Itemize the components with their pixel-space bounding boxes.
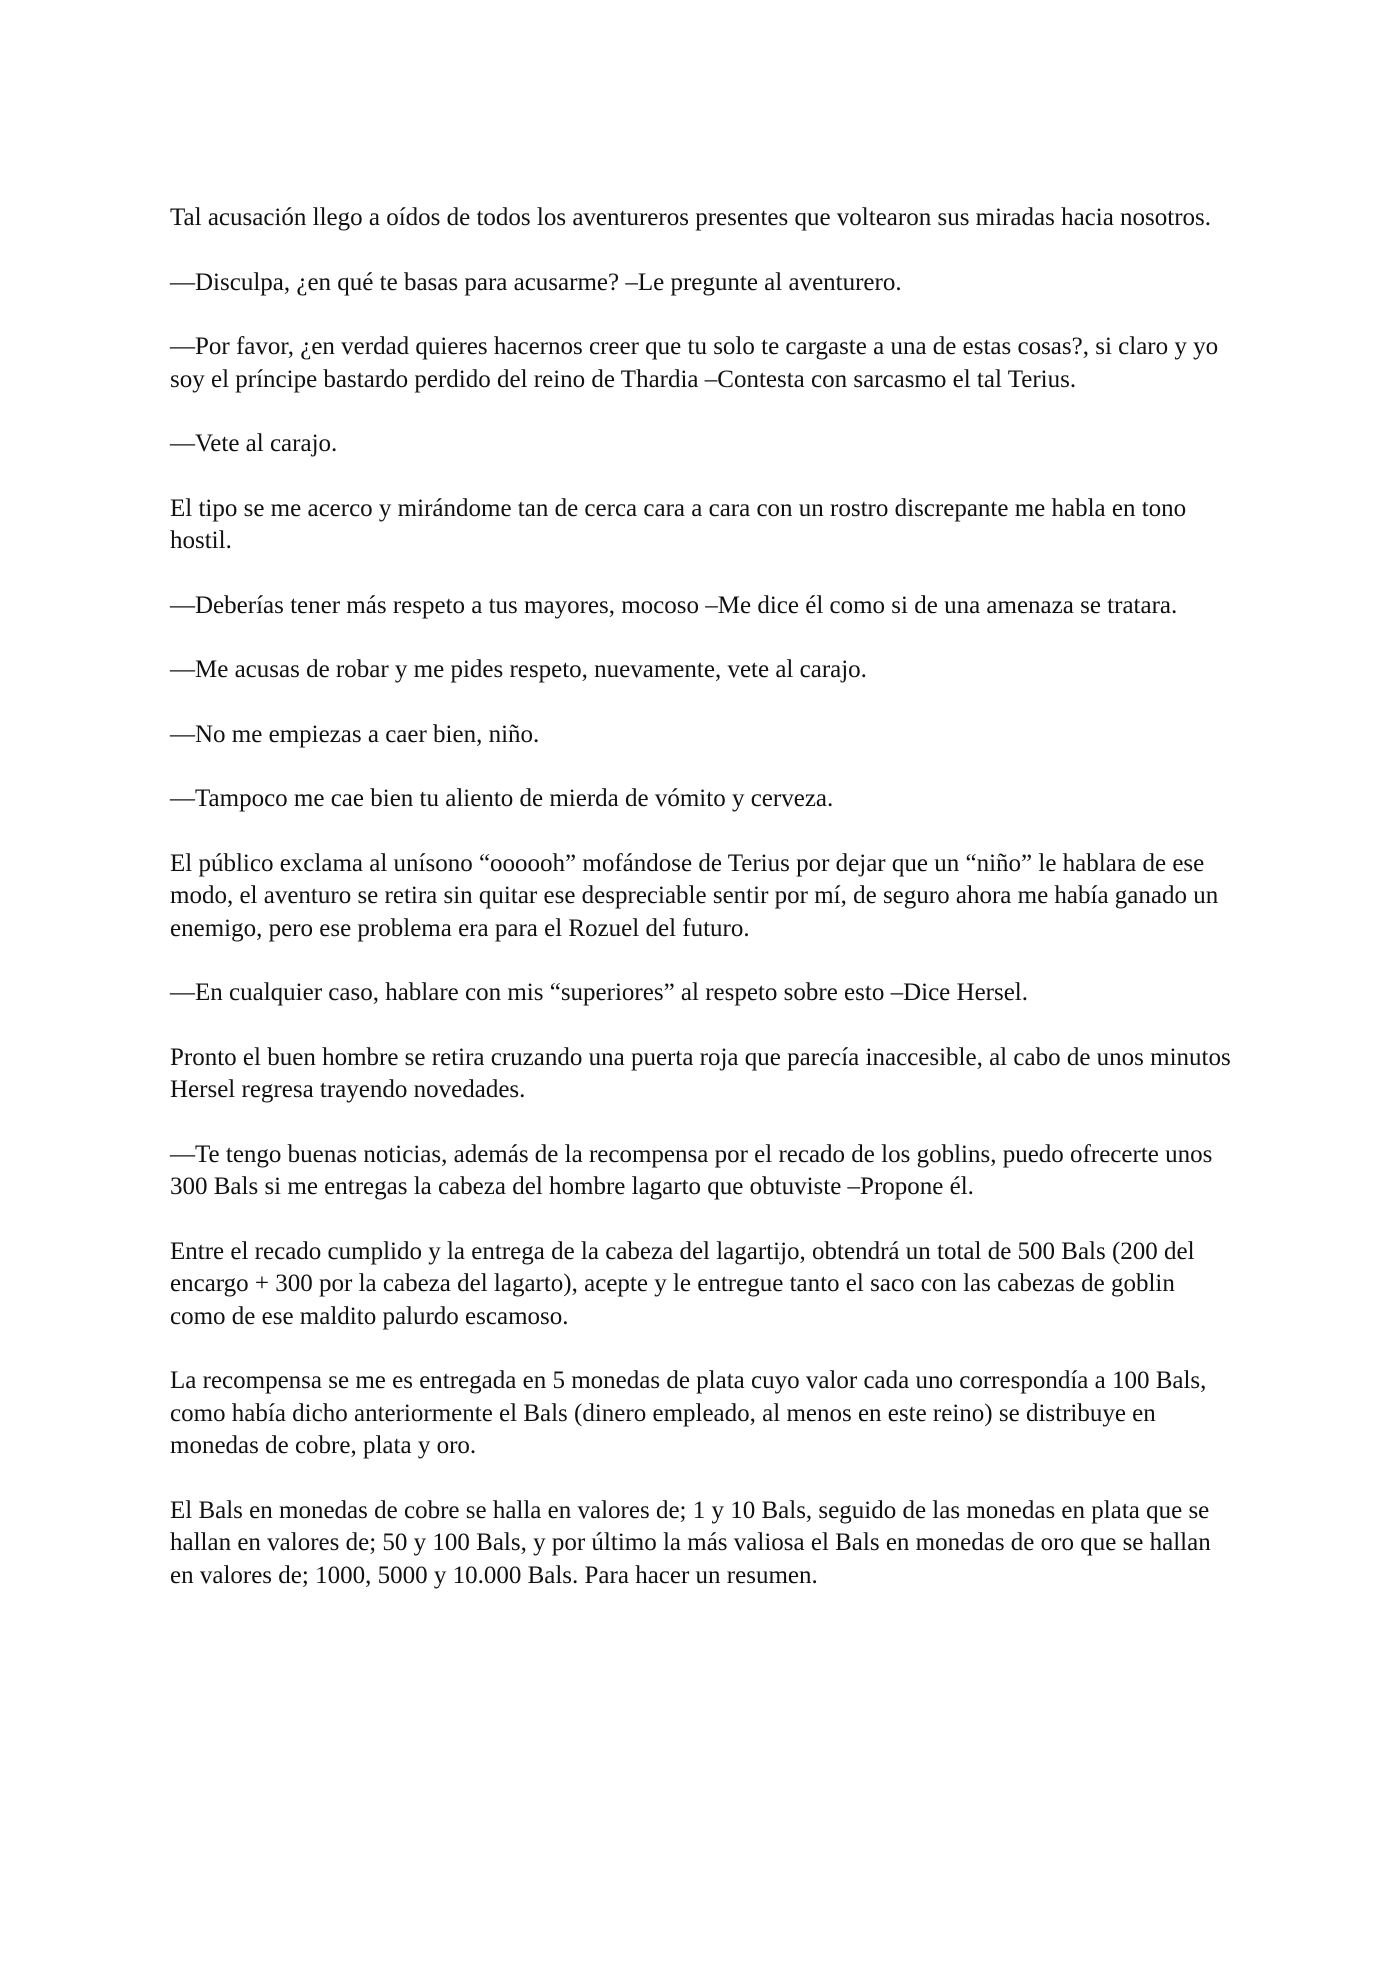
paragraph: El Bals en monedas de cobre se halla en valores de; 1 y 10 Bals, seguido de las monedas en plata que se hallan en valores de; 50 y 100 Bals, y por último la más valiosa el Bals en monedas de oro que se hallan en valores de; 1000, 5000 y 10.000 Bals. Para hacer un resumen. xyxy=(170,1496,1211,1589)
paragraph: El público exclama al unísono “oooooh” mofándose de Terius por dejar que un “niño” le hablara de ese modo, el aventuro se retira sin quitar ese despreciable sentir por mí, de seguro ahora me había ganado un enemigo, pero ese problema era para el Rozuel del futuro. xyxy=(170,849,1219,942)
paragraph: —Deberías tener más respeto a tus mayores, mocoso –Me dice él como si de una amenaza se tratara. xyxy=(170,591,1178,619)
document-body xyxy=(170,202,1235,1624)
paragraph: La recompensa se me es entregada en 5 monedas de plata cuyo valor cada uno correspondía a 100 Bals, como había dicho anteriormente el Bals (dinero empleado, al menos en este reino) se distribuye en monedas de cobre, plata y oro. xyxy=(170,1367,1207,1459)
paragraph: —En cualquier caso, hablare con mis “superiores” al respeto sobre esto –Dice Hersel. xyxy=(170,979,1029,1006)
paragraph: —No me empiezas a caer bien, niño. xyxy=(170,720,540,748)
paragraph: —Vete al carajo. xyxy=(170,430,338,457)
paragraph: —Tampoco me cae bien tu aliento de mierda de vómito y cerveza. xyxy=(170,785,834,812)
paragraph: —Me acusas de robar y me pides respeto, nuevamente, vete al carajo. xyxy=(170,656,867,683)
paragraph: —Por favor, ¿en verdad quieres hacernos creer que tu solo te cargaste a una de estas cosas?, si claro y yo soy el príncipe bastardo perdido del reino de Thardia –Contesta con sarcasmo el tal Terius. xyxy=(170,333,1219,393)
paragraph: Pronto el buen hombre se retira cruzando una puerta roja que parecía inaccesible, al cabo de unos minutos Hersel regresa trayendo novedades. xyxy=(170,1043,1231,1103)
paragraph: Entre el recado cumplido y la entrega de la cabeza del lagartijo, obtendrá un total de 500 Bals (200 del encargo + 300 por la cabeza del lagarto), acepte y le entregue tanto el saco con las cabezas de goblin como de ese maldito palurdo escamoso. xyxy=(170,1237,1195,1330)
paragraph: El tipo se me acerco y mirándome tan de cerca cara a cara con un rostro discrepante me habla en tono hostil. xyxy=(170,494,1187,554)
paragraph: Tal acusación llego a oídos de todos los aventureros presentes que voltearon sus miradas hacia nosotros. xyxy=(170,204,1212,231)
paragraph: —Disculpa, ¿en qué te basas para acusarme? –Le pregunte al aventurero. xyxy=(170,268,902,296)
paragraph: —Te tengo buenas noticias, además de la recompensa por el recado de los goblins, puedo ofrecerte unos 300 Bals si me entregas la cabeza del hombre lagarto que obtuviste –Propone él. xyxy=(170,1140,1213,1200)
